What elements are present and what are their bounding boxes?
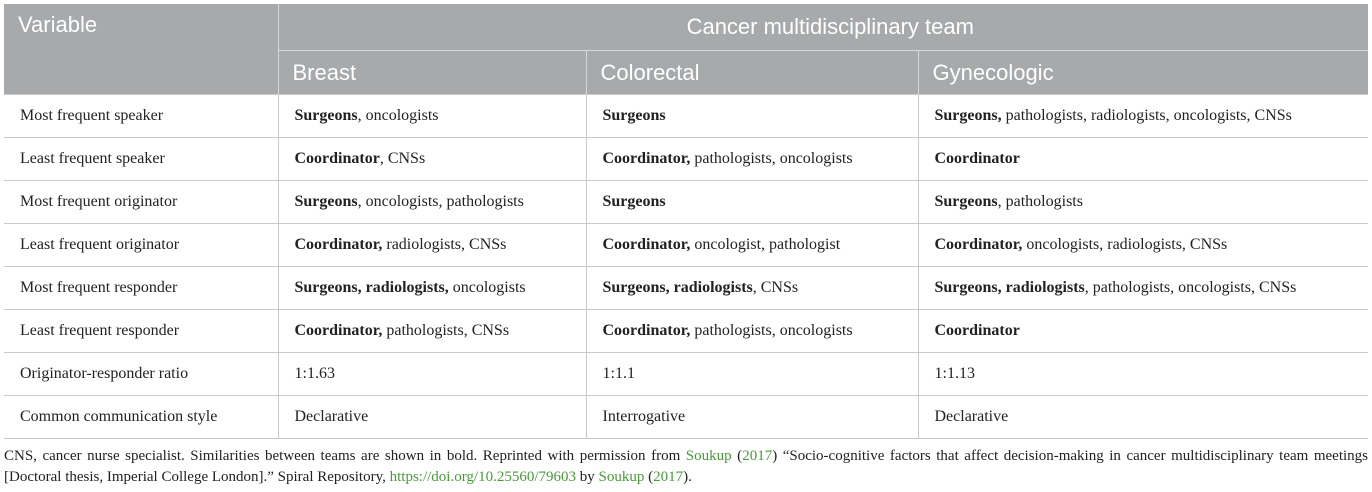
row-label: Most frequent responder (4, 267, 278, 310)
table-row (4, 95, 1368, 138)
author-link[interactable]: Soukup (685, 448, 732, 464)
table-row (4, 267, 1368, 310)
table-footnote: CNS, cancer nurse specialist. Similarities between teams are shown in bold. Reprinted with permission from Soukup (2017) “Socio-cognitive factors that affect decision-making in cancer multidisciplinary team meetings [Doctoral thesis, Imperial College London].” Spiral Repository, https://doi.org/10.25560/79603 by Soukup (2017). (4, 448, 1369, 485)
cell-colorectal: Surgeons, radiologists, CNSs (586, 267, 918, 310)
row-label: Least frequent originator (4, 224, 278, 267)
cell-colorectal: Coordinator, pathologists, oncologists (586, 138, 918, 181)
header-breast: Breast (278, 51, 586, 95)
cell-gynecologic: Surgeons, pathologists, radiologists, oncologists, CNSs (918, 95, 1368, 138)
cell-gynecologic: Coordinator, oncologists, radiologists, CNSs (918, 224, 1368, 267)
comparison-table-wrapper (4, 4, 1368, 439)
comparison-table (4, 4, 1368, 439)
row-label: Originator-responder ratio (4, 353, 278, 396)
cell-breast: Surgeons, oncologists, pathologists (278, 181, 586, 224)
cell-breast: Surgeons, radiologists, oncologists (278, 267, 586, 310)
cell-gynecologic: Coordinator (918, 138, 1368, 181)
table-row (4, 181, 1368, 224)
cell-colorectal: Coordinator, pathologists, oncologists (586, 310, 918, 353)
table-header (4, 4, 1368, 95)
table-body (4, 95, 1368, 439)
cell-breast: Declarative (278, 396, 586, 439)
cell-gynecologic: Surgeons, pathologists (918, 181, 1368, 224)
cell-colorectal: Interrogative (586, 396, 918, 439)
cell-gynecologic: Declarative (918, 396, 1368, 439)
cell-breast: 1:1.63 (278, 353, 586, 396)
header-variable: Variable (4, 4, 278, 95)
table-row (4, 138, 1368, 181)
row-label: Least frequent responder (4, 310, 278, 353)
row-label: Most frequent originator (4, 181, 278, 224)
year-link[interactable]: 2017 (742, 448, 773, 464)
doi-link[interactable]: https://doi.org/10.25560/79603 (389, 469, 577, 485)
cell-breast: Coordinator, radiologists, CNSs (278, 224, 586, 267)
row-label: Common communication style (4, 396, 278, 439)
cell-gynecologic: Surgeons, radiologists, pathologists, oncologists, CNSs (918, 267, 1368, 310)
row-label: Least frequent speaker (4, 138, 278, 181)
cell-breast: Surgeons, oncologists (278, 95, 586, 138)
table-row (4, 224, 1368, 267)
cell-colorectal: Surgeons (586, 181, 918, 224)
author-link[interactable]: Soukup (598, 469, 645, 485)
cell-gynecologic: Coordinator (918, 310, 1368, 353)
header-team-group: Cancer multidisciplinary team (278, 4, 1368, 51)
cell-breast: Coordinator, CNSs (278, 138, 586, 181)
table-row (4, 353, 1368, 396)
cell-gynecologic: 1:1.13 (918, 353, 1368, 396)
cell-breast: Coordinator, pathologists, CNSs (278, 310, 586, 353)
year-link[interactable]: 2017 (653, 469, 684, 485)
row-label: Most frequent speaker (4, 95, 278, 138)
table-row (4, 396, 1368, 439)
cell-colorectal: Coordinator, oncologist, pathologist (586, 224, 918, 267)
header-gynecologic: Gynecologic (918, 51, 1368, 95)
cell-colorectal: Surgeons (586, 95, 918, 138)
header-colorectal: Colorectal (586, 51, 918, 95)
cell-colorectal: 1:1.1 (586, 353, 918, 396)
table-row (4, 310, 1368, 353)
